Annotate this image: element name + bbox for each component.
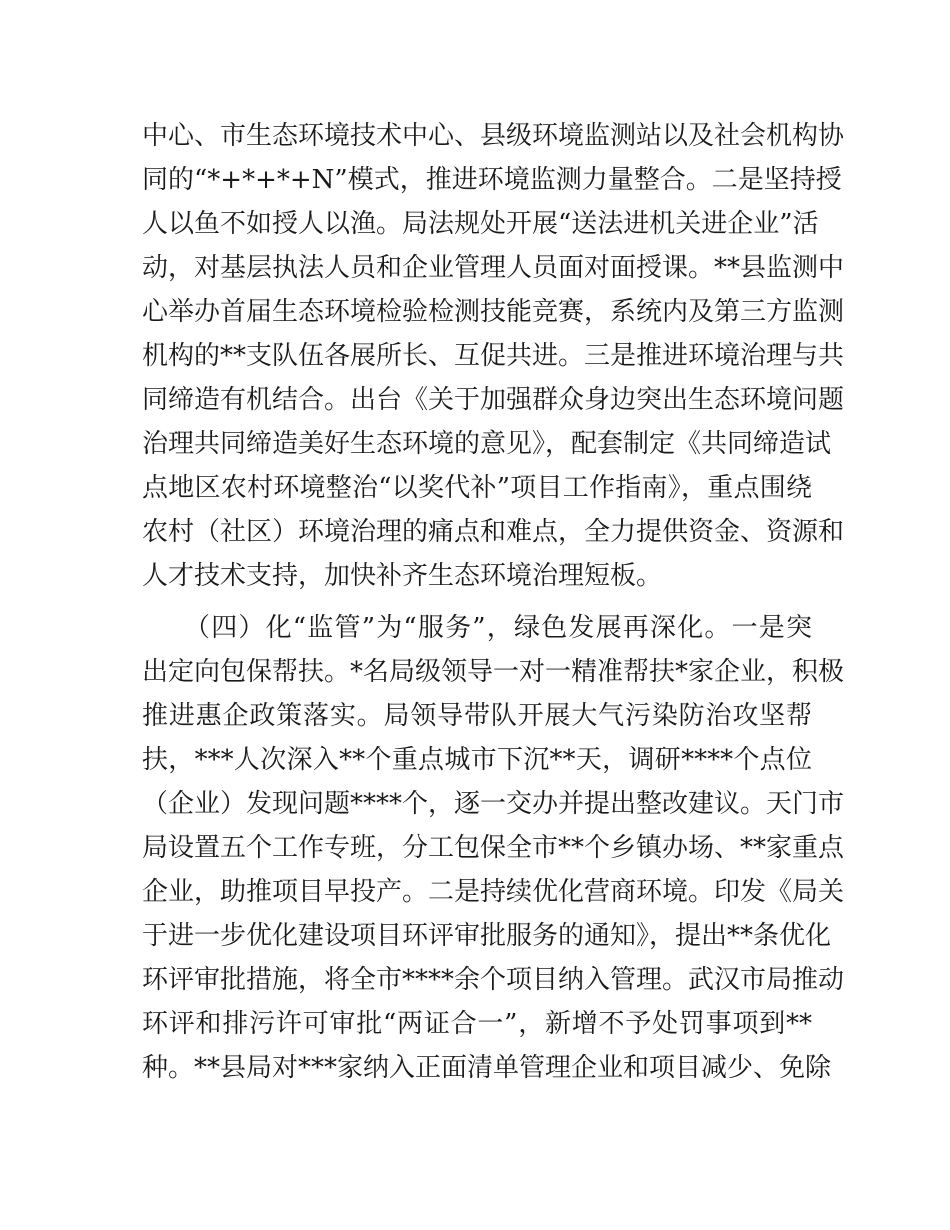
paragraph-1-line-11: 人才技术支持，加快补齐生态环境治理短板。 [142,561,663,591]
paragraph-2-line-11: 种。**县局对***家纳入正面清单管理企业和项目减少、免除 [142,1053,832,1083]
paragraph-1-line-6: 机构的**支队伍各展所长、互促共进。三是推进环境治理与共 [142,341,845,371]
paragraph-2-line-9: 环评审批措施，将全市****余个项目纳入管理。武汉市局推动 [142,965,845,995]
paragraph-2-line-2: 出定向包保帮扶。*名局级领导一对一精准帮扶*家企业，积极 [142,657,845,687]
paragraph-2-line-1: （四）化“监管”为“服务”，绿色发展再深化。一是突 [184,613,812,643]
paragraph-1-line-9: 点地区农村环境整治“以奖代补”项目工作指南》，重点围绕 [142,473,812,503]
paragraph-2-line-8: 于进一步优化建设项目环评审批服务的通知》，提出**条优化 [142,921,832,951]
paragraph-1-line-7: 同缔造有机结合。出台《关于加强群众身边突出生态环境问题 [142,385,845,415]
paragraph-1-line-3: 人以鱼不如授人以渔。局法规处开展“送法进机关进企业”活 [142,209,819,239]
paragraph-1-line-1: 中心、市生态环境技术中心、县级环境监测站以及社会机构协 [142,121,845,151]
paragraph-2-line-3: 推进惠企政策落实。局领导带队开展大气污染防治攻坚帮 [142,701,812,731]
paragraph-2-line-7: 企业，助推项目早投产。二是持续优化营商环境。印发《局关 [142,877,845,907]
paragraph-2-line-10: 环评和排污许可审批“两证合一”，新增不予处罚事项到** [142,1009,812,1039]
paragraph-1-line-10: 农村（社区）环境治理的痛点和难点，全力提供资金、资源和 [142,517,845,547]
paragraph-1-line-8: 治理共同缔造美好生态环境的意见》，配套制定《共同缔造试 [142,429,832,459]
paragraph-1-line-5: 心举办首届生态环境检验检测技能竞赛，系统内及第三方监测 [142,297,845,327]
paragraph-2-line-6: 局设置五个工作专班，分工包保全市**个乡镇办场、**家重点 [142,833,845,863]
paragraph-1-line-2: 同的“*+*+*+N”模式，推进环境监测力量整合。二是坚持授 [142,165,842,195]
paragraph-2-line-5: （企业）发现问题****个，逐一交办并提出整改建议。天门市 [142,789,845,819]
paragraph-1-line-4: 动，对基层执法人员和企业管理人员面对面授课。**县监测中 [142,253,845,283]
paragraph-2-line-4: 扶，***人次深入**个重点城市下沉**天，调研****个点位 [142,745,812,775]
